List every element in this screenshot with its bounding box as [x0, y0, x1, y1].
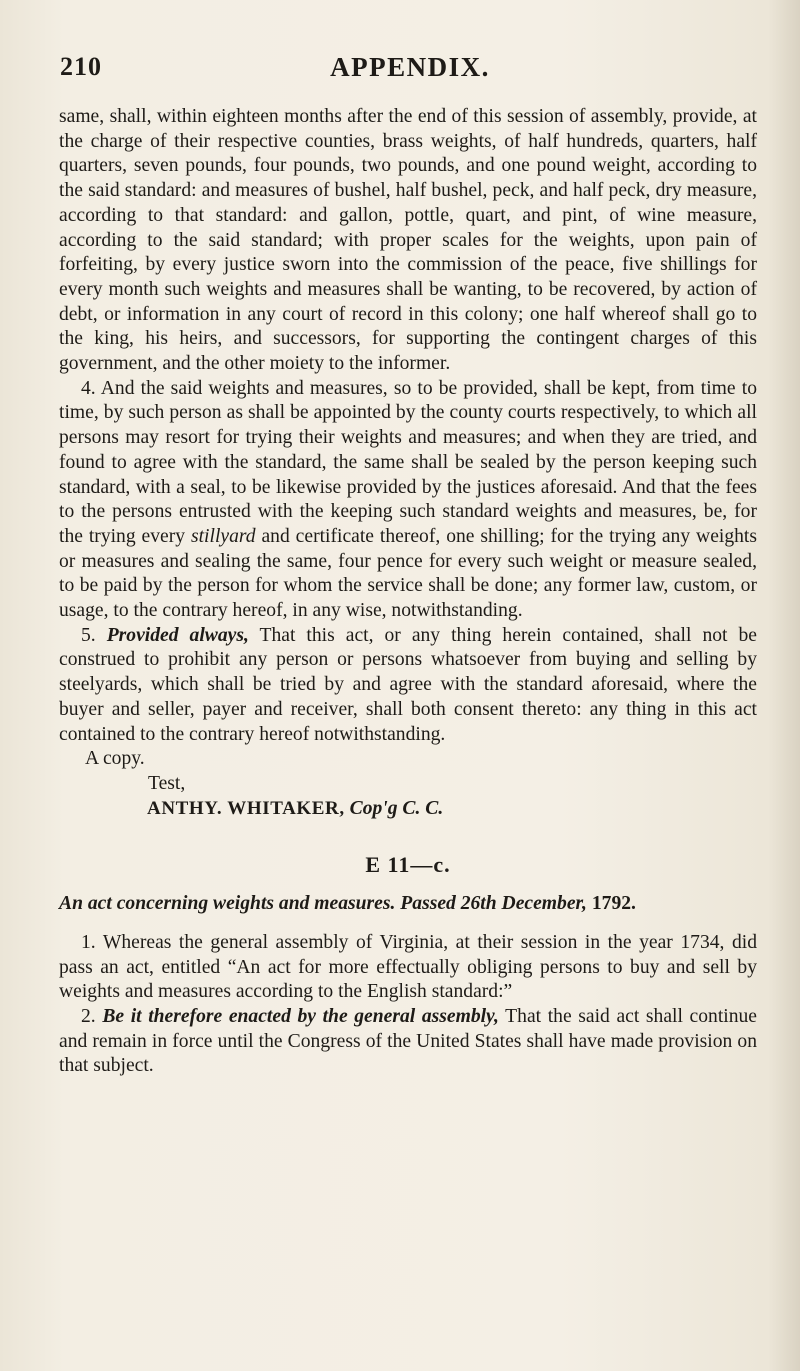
running-head: APPENDIX. — [330, 52, 490, 82]
act-title — [59, 892, 757, 917]
act-clause-2-text: That the said act shall continue and remain in force until the Congress of the United States shall have made provision on that subject. — [59, 1005, 758, 1077]
page-body — [59, 105, 757, 1079]
attestation-test: Test, — [148, 772, 186, 794]
section-5-paragraph — [59, 624, 757, 748]
act-clause-2-number: 2. — [81, 1005, 103, 1027]
section-5-number: 5. — [81, 624, 107, 646]
continuation-paragraph: same, shall, within eighteen months after the end of this session of assembly, provide, at the charge of their respective counties, brass weights, of half hundreds, quarters, half quarters, seven pounds, four pounds, two pounds, and one pound weight, according to the said standard: and measures of bushel, half bushel, peck, and half peck, dry measure, according to that standard: and gallon, pottle, quart, and pint, of wine measure, according to the said standard; with proper scales for the weights, upon pain of forfeiting, by every justice sworn into the commission of the peace, five shillings for every month such weights and measures shall be wanting, to be recovered, by action of debt, or information in any court of record in this colony; one half whereof shall go to the king, his heirs, and successors, for supporting the contingent charges of this government, and the other moiety to the informer. — [59, 106, 757, 375]
attestation-copy: A copy. — [85, 748, 145, 770]
act-title-year: 1792. — [586, 893, 636, 915]
attestation-signature — [147, 797, 757, 822]
section-4-text-a: 4. And the said weights and measures, so to be provided, shall be kept, from time to time, by such person as shall be appointed by the county courts respectively, to which all persons may resort for trying their weights and measures; and when they are tried, and found to agree with the standard, the same shall be sealed by the person keeping such standard, with a seal, to be likewise provided by the justices aforesaid. And that the fees to the persons entrusted with the keeping such standard weights and measures, be, for the trying every — [59, 377, 757, 547]
page-number: 210 — [60, 52, 102, 81]
signatory-title: Cop'g C. C. — [349, 797, 444, 819]
section-4-text-b: and certificate thereof, one shilling; for the trying any weights or measures and sealing the same, four pence for every such weight or measure sealed, to be paid by the person for whom the service shall be done; any former law, custom, or usage, to the contrary hereof, in any wise, notwithstanding. — [59, 525, 757, 622]
act-clause-1: 1. Whereas the general assembly of Virginia, at their session in the year 1734, did pass an act, entitled “An act for more effectually obliging persons to buy and sell by weights and measures according to the English standard:” — [59, 931, 757, 1003]
act-clause-2 — [59, 1005, 757, 1079]
section-identifier: E 11—c. — [365, 852, 451, 878]
section-4-paragraph — [59, 377, 757, 624]
signatory-name: ANTHY. WHITAKER, — [147, 797, 345, 819]
section-4-italic-term: stillyard — [190, 525, 256, 547]
section-5-lead: Provided always, — [106, 624, 249, 646]
section-5-text: That this act, or any thing herein contained, shall not be construed to prohibit any person or persons whatsoever from buying and selling by steelyards, which shall be tried by and agree with the standard aforesaid, where the buyer and seller, payer and receiver, shall both consent thereto: any thing in this act contained to the contrary hereof notwithstanding. — [59, 624, 757, 745]
page-header — [60, 52, 760, 92]
act-title-text: An act concerning weights and measures. Passed 26th December, — [59, 893, 587, 915]
act-clause-2-lead: Be it therefore enacted by the general assembly, — [102, 1005, 499, 1027]
